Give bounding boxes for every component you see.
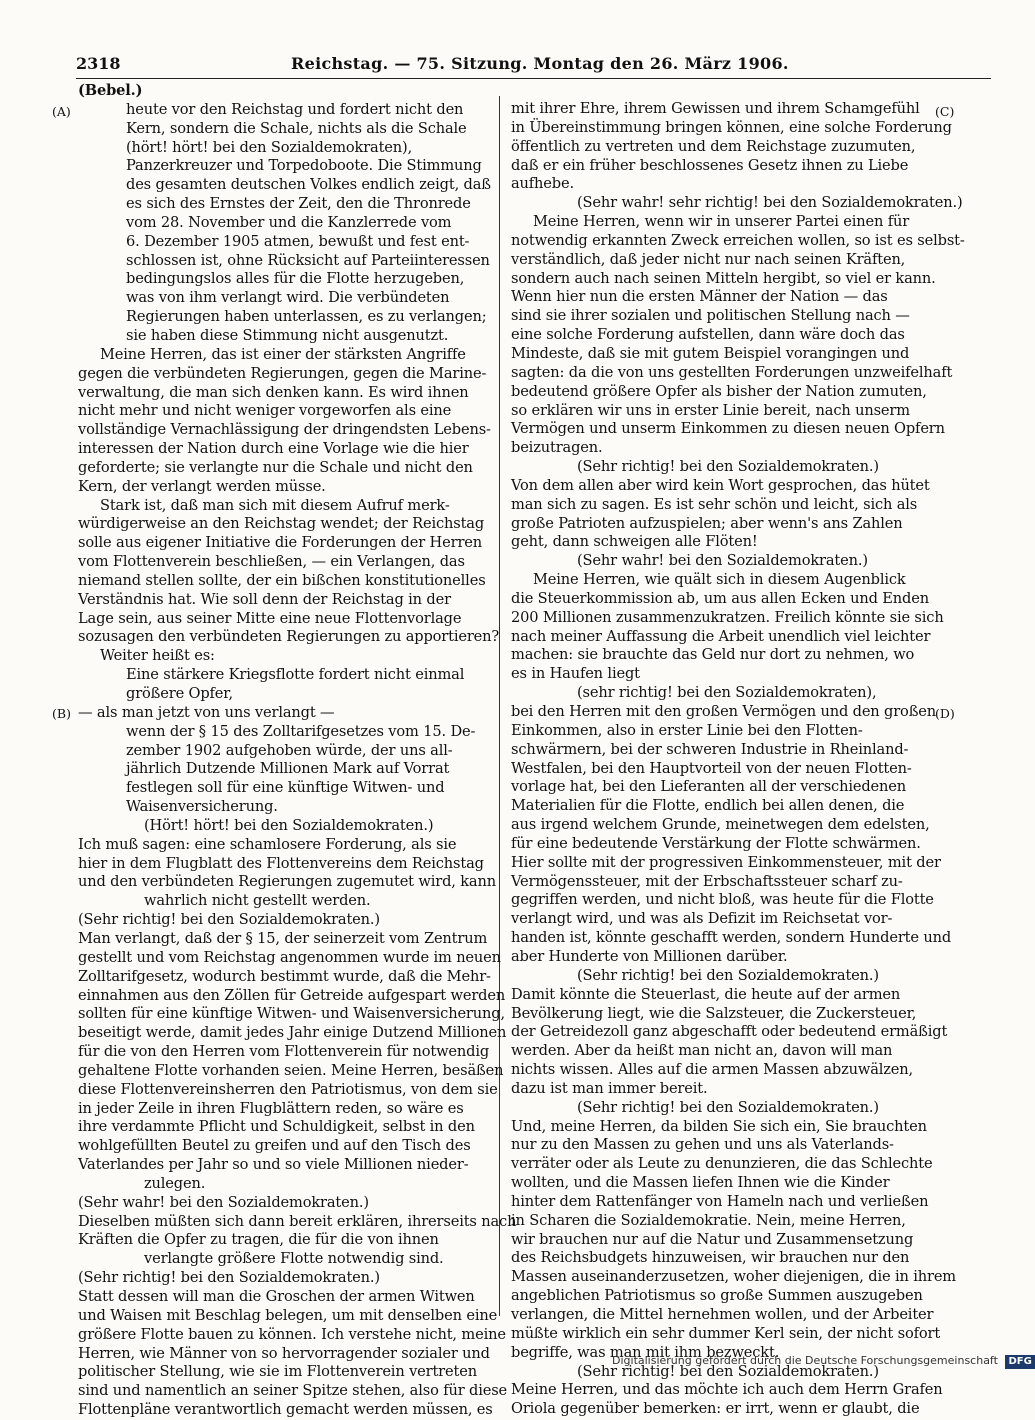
left-column-line: wenn der § 15 des Zolltarifgesetzes vom 15. De-	[126, 722, 476, 740]
left-column-line: Zolltarifgesetz, wodurch bestimmt wurde, daß die Mehr-	[78, 967, 491, 985]
right-column-line: (Sehr richtig! bei den Sozialdemokraten.)	[577, 1362, 879, 1380]
right-column-line: der Getreidezoll ganz abgeschafft oder bedeutend ermäßigt	[511, 1023, 948, 1041]
right-column-line: (Sehr richtig! bei den Sozialdemokraten.)	[577, 458, 879, 476]
left-column-line: (Sehr richtig! bei den Sozialdemokraten.)	[78, 911, 380, 929]
margin-mark-c: (C)	[935, 104, 955, 119]
right-column-line: Vermögen und unserm Einkommen zu diesen neuen Opfern	[511, 420, 945, 438]
right-column-line: wollten, und die Massen liefen Ihnen wie die Kinder	[511, 1174, 890, 1192]
left-column-line: Lage sein, aus seiner Mitte eine neue Flottenvorlage	[78, 609, 462, 627]
left-column-line: Kräften die Opfer zu tragen, die für die von ihnen	[78, 1231, 439, 1249]
right-column-line: Mindeste, daß sie mit gutem Beispiel vorangingen und	[511, 344, 910, 362]
page-header	[76, 52, 991, 76]
left-column-line: jährlich Dutzende Millionen Mark auf Vorrat	[126, 760, 450, 778]
left-column-line: für die von den Herren vom Flottenverein für notwendig	[78, 1043, 490, 1061]
footer	[612, 1352, 1032, 1370]
right-column-line: eine solche Forderung aufstellen, dann wäre doch das	[511, 326, 905, 344]
right-column-line: verständlich, daß jeder nicht nur nach seinen Kräften,	[511, 250, 906, 268]
right-column-line: aber Hunderte von Millionen darüber.	[511, 947, 788, 965]
left-column-line: größere Opfer,	[126, 685, 233, 702]
right-column-line: es in Haufen liegt	[511, 665, 640, 683]
right-column-line: Und, meine Herren, da bilden Sie sich ein, Sie brauchten	[511, 1117, 927, 1135]
right-column-line: Materialien für die Flotte, endlich bei allen denen, die	[511, 797, 905, 815]
left-column-line: zember 1902 aufgehoben würde, der uns all-	[126, 741, 453, 759]
right-column-line: Hier sollte mit der progressiven Einkommensteuer, mit der	[511, 853, 941, 871]
left-column-line: diese Flottenvereinsherren den Patriotismus, von dem sie	[78, 1080, 498, 1098]
right-column-line: gegriffen werden, und nicht bloß, was heute für die Flotte	[511, 891, 934, 909]
right-column-line: so erklären wir uns in erster Linie bereit, nach unserm	[511, 401, 910, 419]
left-column-line: des gesamten deutschen Volkes endlich zeigt, daß	[126, 176, 491, 194]
left-column-line: gegen die verbündeten Regierungen, gegen die Marine-	[78, 364, 487, 382]
footer-credit: Digitalisierung gefördert durch die Deutsche Forschungsgemeinschaft	[612, 1354, 998, 1367]
right-column-line: Vermögenssteuer, mit der Erbschaftssteuer scharf zu-	[511, 872, 903, 890]
right-column-line: in Übereinstimmung bringen können, eine solche Forderung	[511, 118, 952, 136]
right-column-line: Meine Herren, wenn wir in unserer Partei einen für	[533, 213, 910, 231]
left-column-line: Weiter heißt es:	[100, 647, 215, 665]
left-column-line: vom Flottenverein beschließen, — ein Verlangen, das	[78, 553, 465, 571]
left-column-line: (Sehr wahr! bei den Sozialdemokraten.)	[78, 1193, 369, 1211]
right-column-line: verlangt wird, und was als Defizit im Reichsetat vor-	[511, 910, 893, 928]
right-column-line: notwendig erkannten Zweck erreichen wollen, so ist es selbst-	[511, 231, 965, 249]
right-column-line: des Reichsbudgets hinzuweisen, wir brauchen nur den	[511, 1249, 910, 1267]
page-number: 2318	[76, 54, 121, 73]
left-column-line: gehaltene Flotte vorhanden seien. Meine Herren, besäßen	[78, 1061, 504, 1079]
right-column-line: nichts wissen. Alles auf die armen Massen abzuwälzen,	[511, 1061, 914, 1079]
left-column-line: Regierungen haben unterlassen, es zu verlangen;	[126, 308, 487, 326]
right-column-line: angeblichen Patriotismus so große Summen auszugeben	[511, 1287, 923, 1305]
right-column-line: in Scharen die Sozialdemokratie. Nein, meine Herren,	[511, 1211, 906, 1229]
right-column-line: mit ihrer Ehre, ihrem Gewissen und ihrem Schamgefühl	[511, 100, 920, 117]
left-column-line: es sich des Ernstes der Zeit, den die Thronrede	[126, 195, 471, 213]
right-column-line: öffentlich zu vertreten und dem Reichstage zuzumuten,	[511, 137, 916, 155]
left-column-line: interessen der Nation durch eine Vorlage wie die hier	[78, 440, 469, 458]
header-rule	[76, 78, 991, 79]
left-column-line: zulegen.	[144, 1174, 206, 1192]
left-column-line: niemand stellen sollte, der ein bißchen konstitutionelles	[78, 571, 486, 589]
right-column-line: verlangen, die Mittel hernehmen wollen, und der Arbeiter	[511, 1306, 934, 1323]
left-column-line: heute vor den Reichstag und fordert nicht den	[126, 100, 464, 118]
right-column-line: müßte wirklich ein sehr dummer Kerl sein, der nicht sofort	[511, 1324, 941, 1342]
left-column-line: Man verlangt, daß der § 15, der seinerzeit vom Zentrum	[78, 929, 488, 947]
right-column-line: Massen auseinanderzusetzen, woher diejenigen, die in ihrem	[511, 1268, 956, 1286]
dfg-logo: DFG	[1005, 1355, 1034, 1369]
left-column-line: Herren, wie Männer von so hervorragender sozialer und	[78, 1344, 490, 1362]
left-column-line: größere Flotte bauen zu können. Ich verstehe nicht, meine	[78, 1325, 506, 1343]
left-column-line: geforderte; sie verlangte nur die Schale und nicht den	[78, 458, 473, 476]
left-column-line: (Hört! hört! bei den Sozialdemokraten.)	[144, 816, 434, 834]
right-column-line: sagten: da die von uns gestellten Forderungen unzweifelhaft	[511, 363, 953, 381]
left-column-line: in jeder Zeile in ihren Flugblättern reden, so wäre es	[78, 1099, 464, 1117]
column-divider	[499, 96, 500, 1316]
left-column-line: Dieselben müßten sich dann bereit erklären, ihrerseits nach	[78, 1212, 517, 1230]
left-column-line: sollten für eine künftige Witwen- und Waisenversicherung,	[78, 1005, 505, 1023]
left-column-line: sie haben diese Stimmung nicht ausgenutzt.	[126, 326, 449, 344]
speaker-tag: (Bebel.)	[78, 82, 143, 99]
right-column-line: (Sehr richtig! bei den Sozialdemokraten.)	[577, 966, 879, 984]
right-column-line: aufhebe.	[511, 175, 574, 193]
right-column	[511, 100, 965, 1419]
right-column-line: sind sie ihrer sozialen und politischen Stellung nach —	[511, 307, 910, 325]
left-column-line: was von ihm verlangt wird. Die verbündeten	[126, 289, 450, 307]
left-column-line: Verständnis hat. Wie soll denn der Reichstag in der	[78, 590, 451, 608]
left-column-line: Meine Herren, das ist einer der stärksten Angriffe	[100, 345, 466, 363]
right-column-line: machen: sie brauchte das Geld nur dort zu nehmen, wo	[511, 646, 915, 664]
left-column-line: hier in dem Flugblatt des Flottenvereins dem Reichstag	[78, 854, 484, 872]
right-column-line: verräter oder als Leute zu denunzieren, die das Schlechte	[511, 1155, 933, 1173]
right-column-line: Bevölkerung liegt, wie die Salzsteuer, die Zuckersteuer,	[511, 1004, 917, 1022]
left-column-line: und Waisen mit Beschlag belegen, um mit denselben eine	[78, 1306, 498, 1324]
left-column-line: verwaltung, die man sich denken kann. Es wird ihnen	[78, 383, 469, 401]
left-column-line: bedingungslos alles für die Flotte herzugeben,	[126, 270, 465, 288]
right-column-line: Meine Herren, wie quält sich in diesem Augenblick	[533, 571, 906, 589]
right-column-line: die Steuerkommission ab, um aus allen Ecken und Enden	[511, 589, 929, 607]
right-column-line: Wenn hier nun die ersten Männer der Nation — das	[511, 288, 888, 306]
left-column-line: vom 28. November und die Kanzlerrede vom	[126, 213, 452, 231]
left-column-line: ihre verdammte Pflicht und Schuldigkeit, selbst in den	[78, 1118, 475, 1136]
left-column-line: verlangte größere Flotte notwendig sind.	[144, 1250, 444, 1268]
right-column-line: große Patrioten aufzuspielen; aber wenn's ans Zahlen	[511, 514, 903, 532]
right-column-line: bei den Herren mit den großen Vermögen und den großen	[511, 703, 937, 720]
left-column-line: Kern, sondern die Schale, nichts als die Schale	[126, 119, 467, 137]
left-column-line: Waisenversicherung.	[126, 798, 278, 816]
right-column-line: man sich zu sagen. Es ist sehr schön und leicht, sich als	[511, 495, 918, 513]
right-column-line: aus irgend welchem Grunde, meinetwegen dem edelsten,	[511, 816, 930, 834]
right-column-line: vorlage hat, bei den Lieferanten all der verschiedenen	[511, 778, 906, 796]
left-column-line: politischer Stellung, wie sie im Flottenverein vertreten	[78, 1363, 477, 1381]
left-column-line: 6. Dezember 1905 atmen, bewußt und fest ent-	[126, 232, 470, 250]
right-column-line: Westfalen, bei den Hauptvorteil von der neuen Flotten-	[511, 759, 912, 777]
left-column	[78, 82, 517, 1420]
right-column-line: beizutragen.	[511, 439, 603, 457]
right-column-line: handen ist, könnte geschafft werden, sondern Hunderte und	[511, 929, 952, 947]
left-column-line: Kern, der verlangt werden müsse.	[78, 477, 326, 495]
left-column-line: vollständige Vernachlässigung der dringendsten Lebens-	[78, 421, 491, 439]
margin-mark-b: (B)	[52, 706, 71, 721]
right-column-line: bedeutend größere Opfer als bisher der Nation zumuten,	[511, 382, 927, 400]
right-column-line: (Sehr richtig! bei den Sozialdemokraten.)	[577, 1098, 879, 1116]
left-column-line: Vaterlandes per Jahr so und so viele Millionen nieder-	[78, 1156, 469, 1174]
right-column-line: (Sehr wahr! sehr richtig! bei den Sozialdemokraten.)	[577, 194, 963, 212]
left-column-line: Eine stärkere Kriegsflotte fordert nicht einmal	[126, 666, 465, 684]
right-column-line: (Sehr wahr! bei den Sozialdemokraten.)	[577, 552, 868, 570]
right-column-line: Meine Herren, und das möchte ich auch dem Herrn Grafen	[511, 1381, 943, 1399]
left-column-line: einnahmen aus den Zöllen für Getreide aufgespart werden	[78, 986, 506, 1004]
right-column-line: dazu ist man immer bereit.	[511, 1079, 708, 1097]
left-column-line: (Sehr richtig! bei den Sozialdemokraten.)	[78, 1269, 380, 1287]
left-column-line: nicht mehr und nicht weniger vorgeworfen als eine	[78, 402, 452, 420]
left-column-line: — als man jetzt von uns verlangt —	[78, 703, 335, 721]
right-column-line: schwärmern, bei der schweren Industrie in Rheinland-	[511, 740, 909, 758]
left-column-line: Ich muß sagen: eine schamlosere Forderung, als sie	[78, 835, 457, 853]
left-column-line: Flottenpläne verantwortlich gemacht werden müssen, es	[78, 1401, 493, 1419]
running-title: Reichstag. — 75. Sitzung. Montag den 26. März 1906.	[291, 54, 789, 73]
right-column-line: daß er ein früher beschlossenes Gesetz ihnen zu Liebe	[511, 156, 909, 174]
left-column-line: und den verbündeten Regierungen zugemutet wird, kann	[78, 873, 496, 891]
left-column-line: sozusagen den verbündeten Regierungen zu apportieren?	[78, 628, 500, 646]
right-column-line: wir brauchen nur auf die Natur und Zusammensetzung	[511, 1230, 914, 1248]
right-column-line: nach meiner Auffassung die Arbeit unendlich viel leichter	[511, 627, 931, 645]
right-column-line: nur zu den Massen zu gehen und uns als Vaterlands-	[511, 1136, 894, 1154]
margin-mark-a: (A)	[52, 104, 71, 119]
left-column-line: Panzerkreuzer und Torpedoboote. Die Stimmung	[126, 157, 482, 175]
left-column-line: wahrlich nicht gestellt werden.	[144, 892, 371, 910]
left-column-line: solle aus eigener Initiative die Forderungen der Herren	[78, 534, 483, 552]
right-column-line: 200 Millionen zusammenzukratzen. Freilich könnte sie sich	[511, 608, 944, 626]
right-column-line: hinter dem Rattenfänger von Hameln nach und verließen	[511, 1192, 929, 1210]
right-column-line: Einkommen, also in erster Linie bei den Flotten-	[511, 721, 863, 739]
right-column-line: (sehr richtig! bei den Sozialdemokraten),	[577, 684, 877, 702]
left-column-line: Stark ist, daß man sich mit diesem Aufruf merk-	[100, 496, 450, 514]
left-column-line: sind und namentlich an seiner Spitze stehen, also für diese	[78, 1382, 508, 1400]
right-column-line: Oriola gegenüber bemerken: er irrt, wenn er glaubt, die	[511, 1400, 920, 1418]
left-column-line: schlossen ist, ohne Rücksicht auf Parteiinteressen	[126, 251, 490, 269]
right-column-line: Von dem allen aber wird kein Wort gesprochen, das hütet	[511, 476, 930, 494]
left-column-line: Statt dessen will man die Groschen der armen Witwen	[78, 1288, 475, 1305]
right-column-line: sondern auch nach seinen Mitteln hergibt, so viel er kann.	[511, 269, 936, 287]
right-column-line: Damit könnte die Steuerlast, die heute auf der armen	[511, 985, 901, 1003]
right-column-line: werden. Aber da heißt man nicht an, davon will man	[511, 1042, 893, 1060]
left-column-line: beseitigt werde, damit jedes Jahr einige Dutzend Millionen	[78, 1024, 507, 1042]
right-column-line: begriffe, was man mit ihm bezweckt.	[511, 1343, 780, 1361]
left-column-line: würdigerweise an den Reichstag wendet; der Reichstag	[78, 515, 485, 533]
left-column-line: wohlgefüllten Beutel zu greifen und auf den Tisch des	[78, 1137, 471, 1155]
right-column-line: für eine bedeutende Verstärkung der Flotte schwärmen.	[511, 834, 921, 852]
left-column-line: (hört! hört! bei den Sozialdemokraten),	[126, 138, 413, 156]
right-column-line: geht, dann schweigen alle Flöten!	[511, 533, 758, 551]
margin-mark-d: (D)	[935, 706, 955, 721]
left-column-line: festlegen soll für eine künftige Witwen- und	[126, 779, 445, 797]
left-column-line: gestellt und vom Reichstag angenommen wurde im neuen	[78, 948, 501, 966]
